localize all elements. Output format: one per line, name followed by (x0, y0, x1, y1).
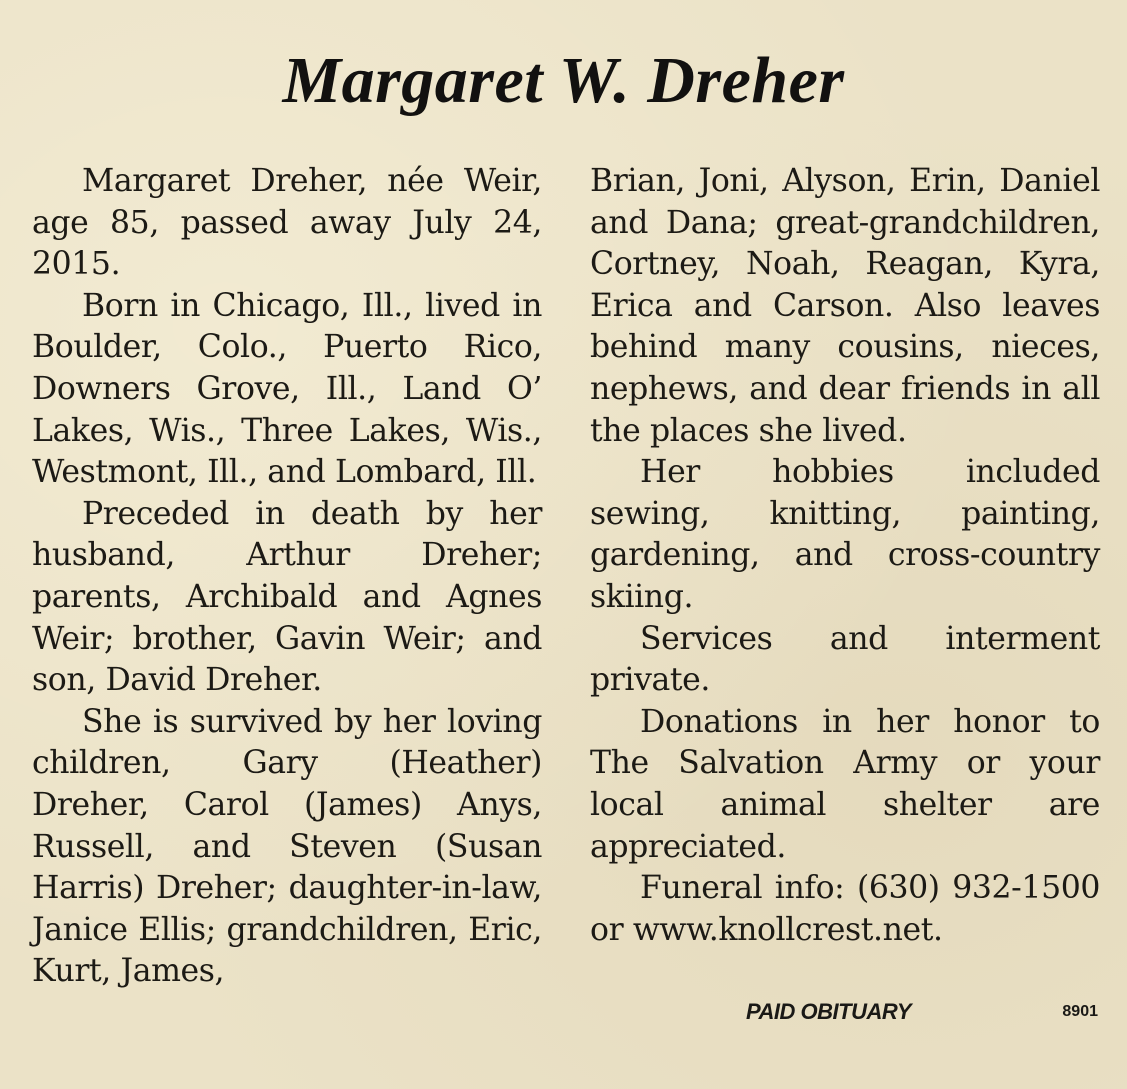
paragraph-donations: Donations in her honor to The Salvation Army or your local animal shelter are appreciated. (590, 703, 1100, 865)
ad-code-number: 8901 (1062, 1003, 1098, 1020)
paragraph-survived-by-continued: Brian, Joni, Alyson, Erin, Daniel and Dana; great-grandchildren, Cortney, Noah, Reagan, Kyra, Erica and Carson. Also leaves behind many cousins, nieces, nephews, and dear friends in all the places she lived. (590, 163, 1100, 449)
right-column (590, 161, 1100, 951)
paragraph-services: Services and interment private. (590, 620, 1100, 699)
left-column (32, 161, 542, 993)
paragraph-funeral-info: Funeral info: (630) 932-1500 or www.knollcrest.net. (590, 870, 1100, 948)
paid-obituary-label: PAID OBITUARY (746, 999, 912, 1024)
paragraph-hobbies: Her hobbies included sewing, knitting, painting, gardening, and cross-country skiing. (590, 454, 1100, 615)
paragraph-preceded-in-death: Preceded in death by her husband, Arthur Dreher; parents, Archibald and Agnes Weir; brother, Gavin Weir; and son, David Dreher. (32, 495, 542, 699)
obituary-title: Margaret W. Dreher (282, 44, 845, 117)
paragraph-survived-by: She is survived by her loving children, Gary (Heather) Dreher, Carol (James) Anys, Russell, and Steven (Susan Harris) Dreher; daughter-in-law, Janice Ellis; grandchildren, Eric, Kurt, James, (32, 703, 542, 990)
paragraph-residences: Born in Chicago, Ill., lived in Boulder, Colo., Puerto Rico, Downers Grove, Ill., Land O’ Lakes, Wis., Three Lakes, Wis., Westmont, Ill., and Lombard, Ill. (32, 287, 542, 491)
obituary-footer (590, 996, 1100, 1030)
paragraph-death-notice: Margaret Dreher, née Weir, age 85, passed away July 24, 2015. (32, 163, 542, 283)
